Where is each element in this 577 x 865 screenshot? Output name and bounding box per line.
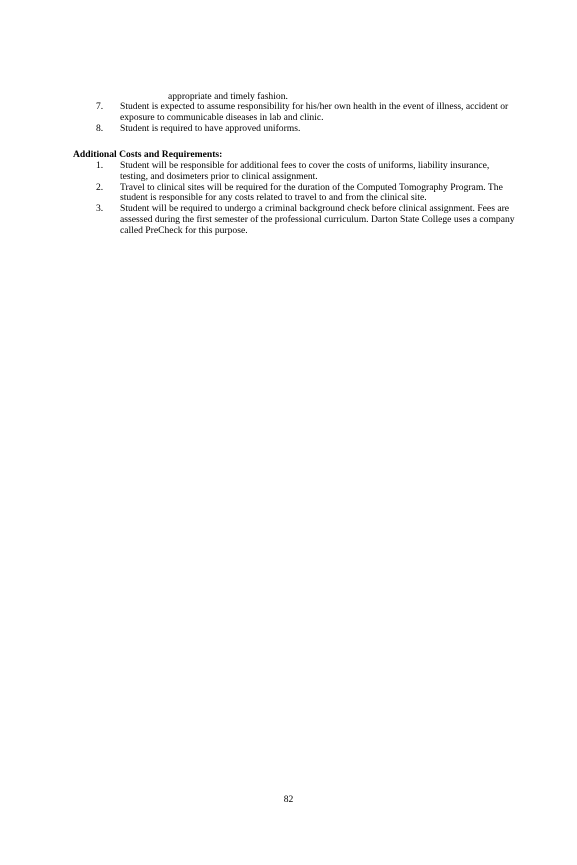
list-item-number: 2. [96, 181, 104, 193]
list-item-text: Student is required to have approved uniforms. [120, 122, 301, 134]
list-item-text: Student is expected to assume responsibility for his/her own health in the event of illness, accident or exposure to communicable diseases in lab and clinic. [120, 101, 509, 123]
list-item [96, 102, 516, 124]
list-item [96, 161, 516, 183]
list-item [96, 183, 516, 205]
continuation-text: appropriate and timely fashion. [168, 91, 288, 102]
list-item-number: 8. [96, 122, 104, 134]
list-item [96, 124, 516, 135]
list-item-number: 1. [96, 160, 104, 171]
page-number: 82 [283, 794, 294, 805]
requirements-list [96, 102, 516, 134]
list-item [96, 204, 516, 236]
costs-list [96, 161, 516, 237]
list-item-text: Travel to clinical sites will be required for the duration of the Computed Tomography Program. The student is responsible for any costs related to travel to and from the clinical site. [120, 181, 503, 204]
list-item-number: 7. [96, 101, 104, 112]
list-item-number: 3. [96, 203, 104, 215]
section-heading: Additional Costs and Requirements: [73, 149, 223, 160]
list-item-text: Student will be responsible for additional fees to cover the costs of uniforms, liability insurance, testing, and dosimeters prior to clinical assignment. [120, 160, 490, 182]
list-item-text: Student will be required to undergo a criminal background check before clinical assignment. Fees are assessed during the first semester of the professional curriculum. Darton State College uses a company called PreCheck for this purpose. [120, 203, 515, 236]
